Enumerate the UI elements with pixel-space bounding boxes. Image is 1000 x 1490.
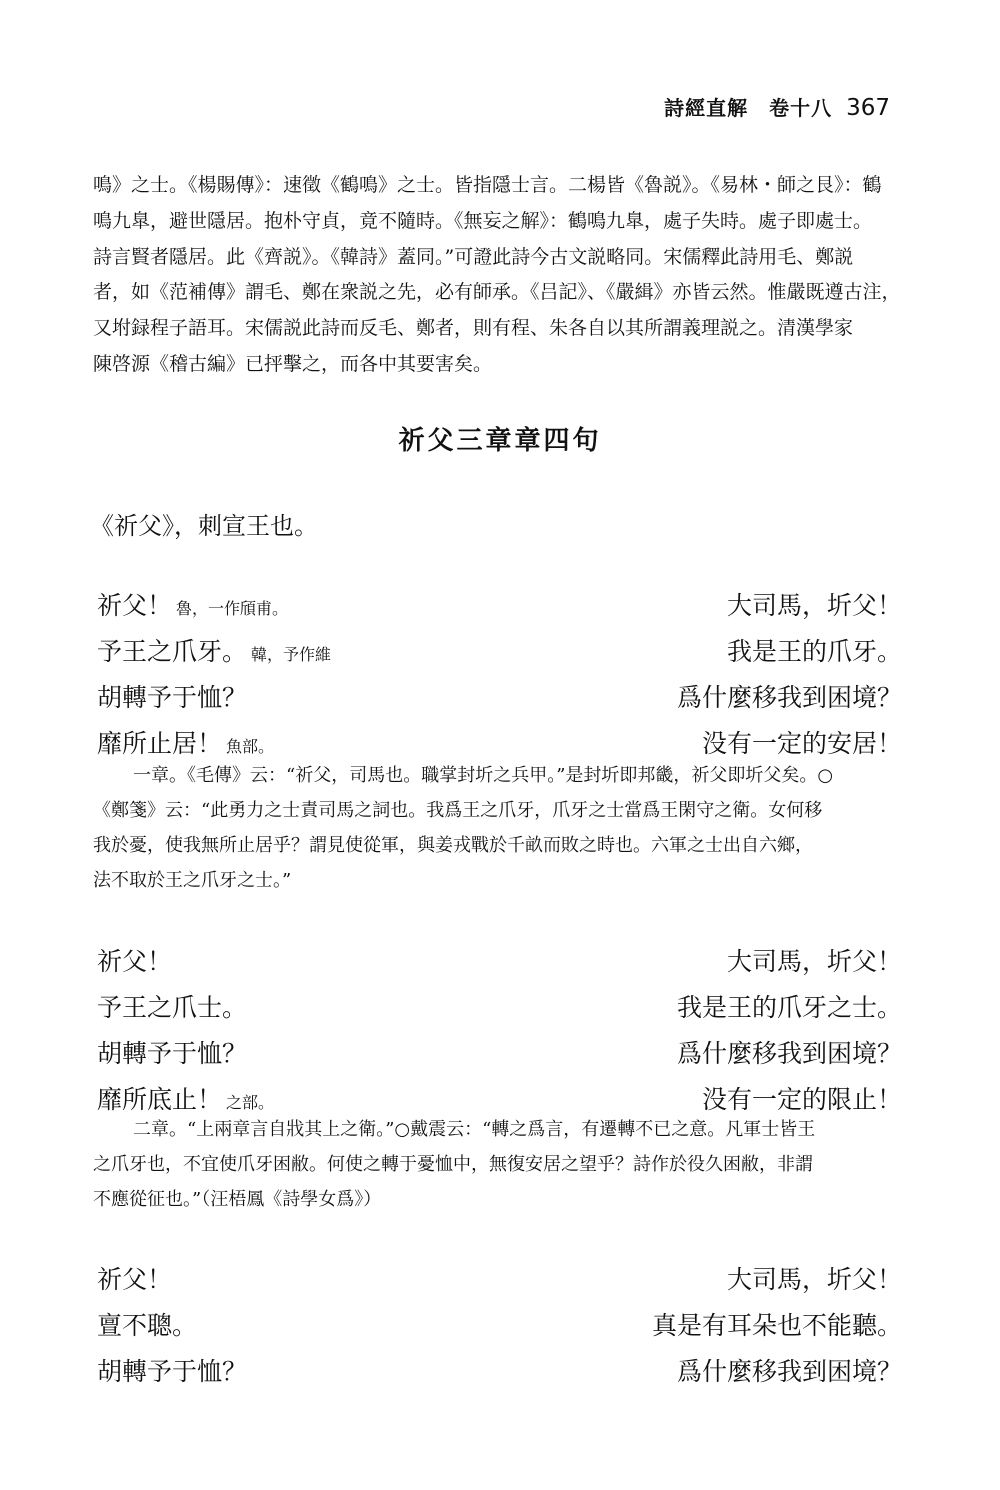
verse-note: 韓，予作維 [251, 645, 332, 664]
running-title: 詩經直解 卷十八 [664, 96, 833, 120]
verse-row [97, 942, 902, 988]
verse-original [97, 1260, 176, 1296]
stanza-1 [97, 586, 902, 770]
intro-line: 鳴九臯，避世隱居。抱朴守貞，竟不隨時。《無妄之解》：鶴鳴九臯，處子失時。處子即處士。 [93, 209, 873, 232]
verse-translation: 没有一定的安居！ [701, 729, 902, 758]
verse-note: 之部。 [226, 1093, 275, 1112]
verse-translation: 大司馬，圻父！ [726, 1265, 902, 1294]
commentary-line: 之爪牙也，不宜使爪牙困敝。何使之轉于憂恤中，無復安居之望乎？詩作於役久困敝，非謂 [93, 1154, 813, 1175]
verse-row [97, 586, 902, 632]
section-title: 祈父三章章四句 [398, 426, 602, 456]
verse-original [97, 1352, 251, 1388]
verse-translation: 爲什麼移我到困境？ [676, 1039, 902, 1068]
verse-text: 靡所止居！ [97, 729, 223, 758]
verse-original [97, 678, 251, 714]
intro-line: 又坿録程子語耳。宋儒説此詩而反毛、鄭者，則有程、朱各自以其所謂義理説之。清漢學家 [93, 317, 854, 340]
verse-original [97, 586, 288, 622]
commentary-line: 法不取於王之爪牙之士。” [93, 870, 292, 891]
verse-translation: 真是有耳朵也不能聽。 [651, 1311, 902, 1340]
verse-translation: 爲什麼移我到困境？ [676, 1357, 902, 1386]
commentary-line: 一章。《毛傳》云：“祈父，司馬也。職掌封圻之兵甲。”是封圻即邦畿，祈父即圻父矣。○ [133, 765, 834, 786]
verse-original [97, 632, 331, 668]
verse-original [97, 942, 176, 978]
verse-row [97, 632, 902, 678]
poem-preface: 《祈父》，刺宣王也。 [90, 512, 318, 540]
intro-line: 詩言賢者隱居。此《齊説》。《韓詩》蓋同。”可證此詩今古文説略同。宋儒釋此詩用毛、鄭説 [93, 245, 854, 268]
verse-text: 胡轉予于恤？ [97, 1357, 248, 1386]
commentary-line: 二章。“上兩章言自戕其上之衛。”○戴震云：“轉之爲言，有遷轉不已之意。凡軍士皆王 [133, 1119, 816, 1140]
verse-text: 祈父！ [97, 1265, 173, 1294]
stanza-2 [97, 942, 902, 1126]
verse-original [97, 1306, 201, 1342]
verse-row [97, 1260, 902, 1306]
verse-translation: 大司馬，圻父！ [726, 591, 902, 620]
verse-row [97, 988, 902, 1034]
commentary-1 [93, 758, 901, 898]
verse-translation: 爲什麼移我到困境？ [676, 683, 902, 712]
verse-note: 魯，一作頎甫。 [176, 599, 289, 618]
verse-translation: 大司馬，圻父！ [726, 947, 902, 976]
verse-original [97, 724, 274, 760]
verse-original [97, 988, 251, 1024]
verse-original [97, 1034, 251, 1070]
verse-text: 予王之爪士。 [97, 993, 248, 1022]
verse-row [97, 1306, 902, 1352]
verse-text: 祈父！ [97, 947, 173, 976]
verse-text: 予王之爪牙。 [97, 637, 248, 666]
verse-translation: 我是王的爪牙之士。 [676, 993, 902, 1022]
verse-text: 胡轉予于恤？ [97, 1039, 248, 1068]
page-number: 367 [846, 95, 890, 121]
verse-row [97, 1034, 902, 1080]
verse-note: 魚部。 [226, 737, 275, 756]
commentary-2 [93, 1112, 901, 1217]
verse-row [97, 678, 902, 724]
verse-text: 胡轉予于恤？ [97, 683, 248, 712]
commentary-line: 我於憂，使我無所止居乎？謂見使從軍，與姜戎戰於千畝而敗之時也。六軍之士出自六鄉， [93, 835, 813, 856]
intro-line: 者，如《范補傳》謂毛、鄭在衆説之先，必有師承。《吕記》、《嚴緝》亦皆云然。惟嚴既遵古注， [93, 281, 901, 304]
running-header [0, 92, 890, 121]
verse-text: 祈父！ [97, 591, 173, 620]
intro-line: 陳啓源《稽古編》已抨擊之，而各中其要害矣。 [93, 352, 493, 375]
verse-translation: 我是王的爪牙。 [726, 637, 902, 666]
commentary-line: 不應從征也。”（汪梧鳳《詩學女爲》） [93, 1189, 382, 1210]
verse-row [97, 1352, 902, 1398]
verse-text: 靡所底止！ [97, 1085, 223, 1114]
verse-original [97, 1080, 274, 1116]
verse-translation: 没有一定的限止！ [701, 1085, 902, 1114]
intro-paragraph [93, 168, 901, 383]
stanza-3 [97, 1260, 902, 1398]
verse-text: 亶不聰。 [97, 1311, 198, 1340]
commentary-line: 《鄭箋》云：“此勇力之士責司馬之詞也。我爲王之爪牙，爪牙之士當爲王閑守之衛。女何移 [93, 800, 823, 821]
intro-line: 鳴》之士。《楊賜傳》：速徵《鶴鳴》之士。皆指隱士言。二楊皆《魯説》。《易林・師之艮》：鶴 [93, 174, 882, 196]
